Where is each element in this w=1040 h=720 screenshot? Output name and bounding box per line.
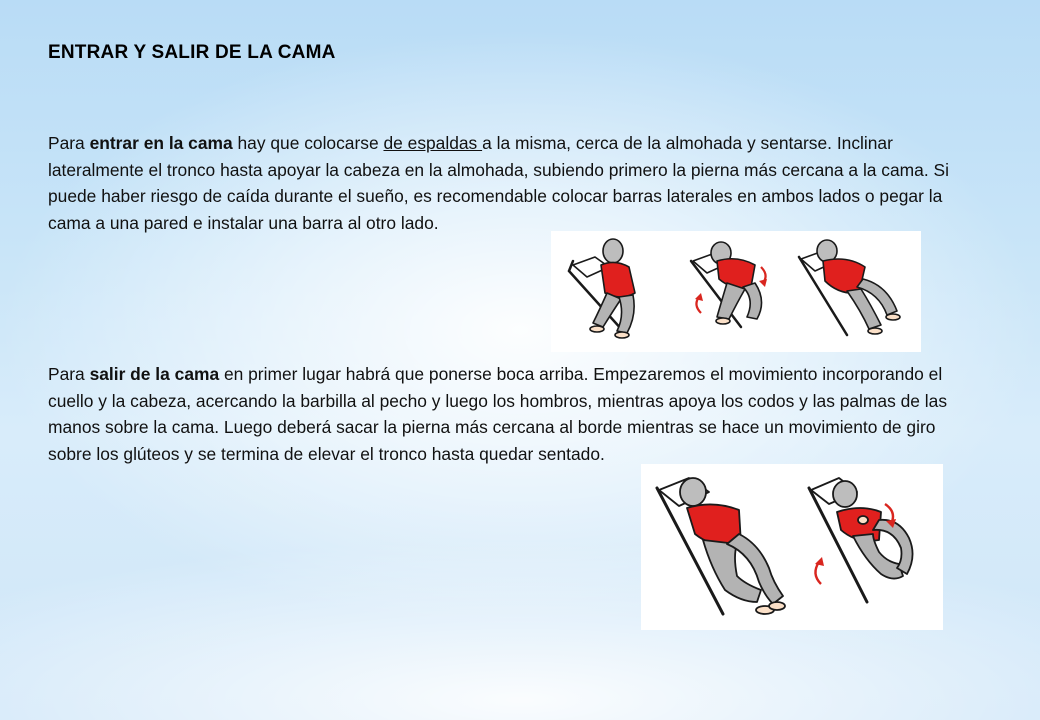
figure-rising-icon [657,478,785,614]
paragraph-enter-bed [48,130,958,236]
figure-lying-icon [799,240,900,335]
figure-leaning-icon [691,242,762,327]
entering-bed-drawing [551,231,921,352]
p1-text-2: hay que colocarse [232,133,384,153]
exiting-bed-drawing [641,464,943,630]
arrowhead-icon [759,279,767,287]
figure-sitting-icon [569,239,635,338]
figure-turning-icon [809,478,913,602]
slide-title: ENTRAR Y SALIR DE LA CAMA [48,42,336,63]
illustration-exiting-bed [641,464,943,630]
p1-bold-enter: entrar en la cama [89,133,233,153]
p1-text-1: Para [48,133,90,153]
p2-text-2: en primer lugar habrá que ponerse boca arriba. Empezaremos el movimiento incorporando el cuello y la cabeza, acercando la barbilla al pecho y luego los hombros, mientras apoya los codos y las palmas de las manos sobre la cama. Luego deberá sacar la pierna más cercana al borde mientras se hace un movimiento de giro sobre los glúteos y se termina de elevar el tronco hasta quedar sentado. [48,364,948,464]
p2-bold-exit: salir de la cama [89,364,220,384]
p1-underline-backwards: de espaldas [383,133,483,153]
p2-text-1: Para [48,364,90,384]
paragraph-exit-bed [48,361,958,467]
illustration-entering-bed [551,231,921,352]
p1-text-3: a la misma, cerca de la almohada y sentarse. Inclinar lateralmente el tronco hasta apoyar la cabeza en la almohada, subiendo primero la pierna más cercana a la cama. Si puede haber riesgo de caída durante el sueño, es recomendable colocar barras laterales en ambos lados o pegar la cama a una pared e instalar una barra al otro lado. [48,133,949,233]
curved-arrow-icon-4 [815,562,821,584]
